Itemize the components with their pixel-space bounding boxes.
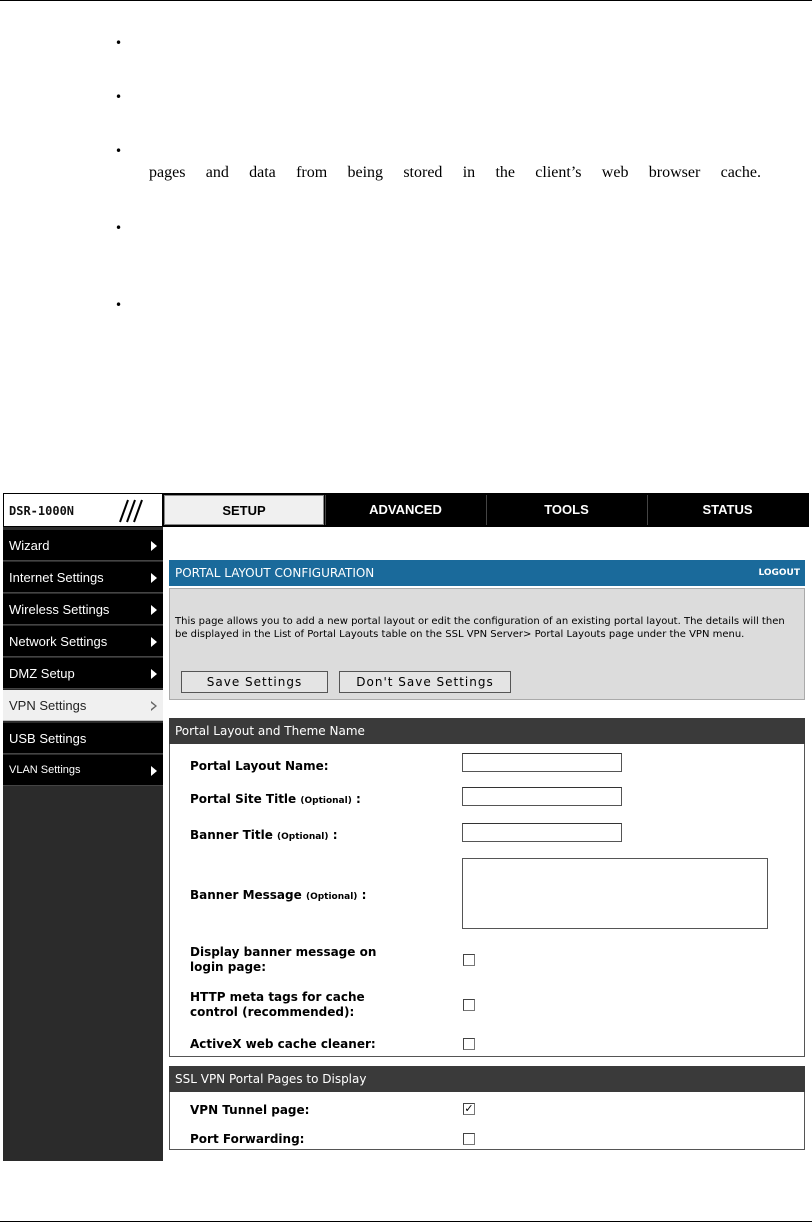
section-header-portal-layout: Portal Layout and Theme Name (169, 718, 805, 744)
sidebar-item-internet-settings[interactable] (3, 562, 163, 593)
sidebar-item-label: Network Settings (9, 634, 108, 649)
page-title-text: PORTAL LAYOUT CONFIGURATION (175, 566, 375, 580)
vpn-tunnel-page-label: VPN Tunnel page: (190, 1103, 310, 1117)
portal-site-title-input[interactable] (462, 787, 622, 806)
sidebar-item-vpn-settings[interactable] (3, 690, 163, 721)
activex-cleaner-checkbox[interactable] (463, 1038, 475, 1050)
save-settings-button[interactable]: Save Settings (181, 671, 328, 693)
bullet-3: • (115, 144, 123, 158)
sidebar-item-label: Internet Settings (9, 570, 104, 585)
portal-site-title-label: Portal Site Title (Optional) : (190, 792, 361, 806)
arrow-right-icon (151, 541, 157, 551)
dont-save-settings-button[interactable]: Don't Save Settings (339, 671, 511, 693)
banner-message-textarea[interactable] (462, 858, 768, 929)
sidebar-item-label: Wizard (9, 538, 50, 553)
paragraph-line: pages and data from being stored in the client’s web browser cache. (149, 164, 761, 181)
vpn-tunnel-page-checkbox[interactable]: ✓ (464, 1102, 474, 1115)
sidebar-item-vlan-settings[interactable] (3, 755, 163, 786)
tab-setup[interactable]: SETUP (164, 495, 324, 525)
page-title (169, 560, 805, 586)
top-nav-bar (3, 493, 809, 527)
sidebar-item-usb-settings[interactable] (3, 723, 163, 754)
sidebar-item-label: DMZ Setup (9, 666, 75, 681)
logo-slash-icon (104, 498, 144, 524)
tab-status[interactable]: STATUS (647, 495, 807, 525)
display-banner-label: Display banner message on login page: (190, 945, 377, 974)
arrow-right-icon (151, 669, 157, 679)
arrow-right-icon (151, 573, 157, 583)
tab-tools[interactable]: TOOLS (486, 495, 646, 525)
page-description: This page allows you to add a new portal layout or edit the configuration of an existing portal layout. The details will then be displayed in the List of Portal Layouts table on the SSL VPN Server> Portal Layouts page under the VPN menu. (175, 616, 785, 640)
arrow-right-icon (151, 766, 157, 776)
bottom-rule (0, 1221, 812, 1222)
sidebar-item-wireless-settings[interactable] (3, 594, 163, 625)
sidebar-item-network-settings[interactable] (3, 626, 163, 657)
banner-title-label: Banner Title (Optional) : (190, 828, 338, 842)
sidebar-item-label: USB Settings (9, 731, 87, 746)
portal-layout-name-label: Portal Layout Name: (190, 759, 329, 773)
banner-title-input[interactable] (462, 823, 622, 842)
portal-layout-name-input[interactable] (462, 753, 622, 772)
top-rule (0, 0, 812, 1)
arrow-right-icon (151, 637, 157, 647)
bullet-5: • (115, 298, 123, 312)
bullet-4: • (115, 221, 123, 235)
sidebar-item-label: Wireless Settings (9, 602, 110, 617)
logout-link[interactable]: LOGOUT (758, 568, 800, 578)
sidebar-item-wizard[interactable] (3, 530, 163, 561)
bullet-1: • (115, 36, 123, 50)
arrow-right-icon (151, 605, 157, 615)
sidebar-item-label: VPN Settings (9, 698, 87, 713)
sidebar-item-label: VLAN Settings (9, 764, 81, 776)
http-meta-tags-label: HTTP meta tags for cache control (recommended): (190, 990, 365, 1019)
activex-cleaner-label: ActiveX web cache cleaner: (190, 1037, 376, 1051)
model-logo (3, 493, 163, 527)
port-forwarding-label: Port Forwarding: (190, 1132, 305, 1146)
display-banner-checkbox[interactable] (463, 954, 475, 966)
tab-advanced[interactable]: ADVANCED (325, 495, 485, 525)
bullet-2: • (115, 90, 123, 104)
arrow-right-outline-icon (151, 701, 157, 711)
sidebar-item-dmz-setup[interactable] (3, 658, 163, 689)
section-header-portal-pages: SSL VPN Portal Pages to Display (169, 1066, 805, 1092)
model-name: DSR-1000N (9, 504, 75, 518)
sidebar (3, 527, 163, 1161)
banner-message-label: Banner Message (Optional) : (190, 888, 367, 902)
port-forwarding-checkbox[interactable] (463, 1133, 475, 1145)
router-ui-screenshot (3, 493, 809, 1161)
http-meta-tags-checkbox[interactable] (463, 999, 475, 1011)
